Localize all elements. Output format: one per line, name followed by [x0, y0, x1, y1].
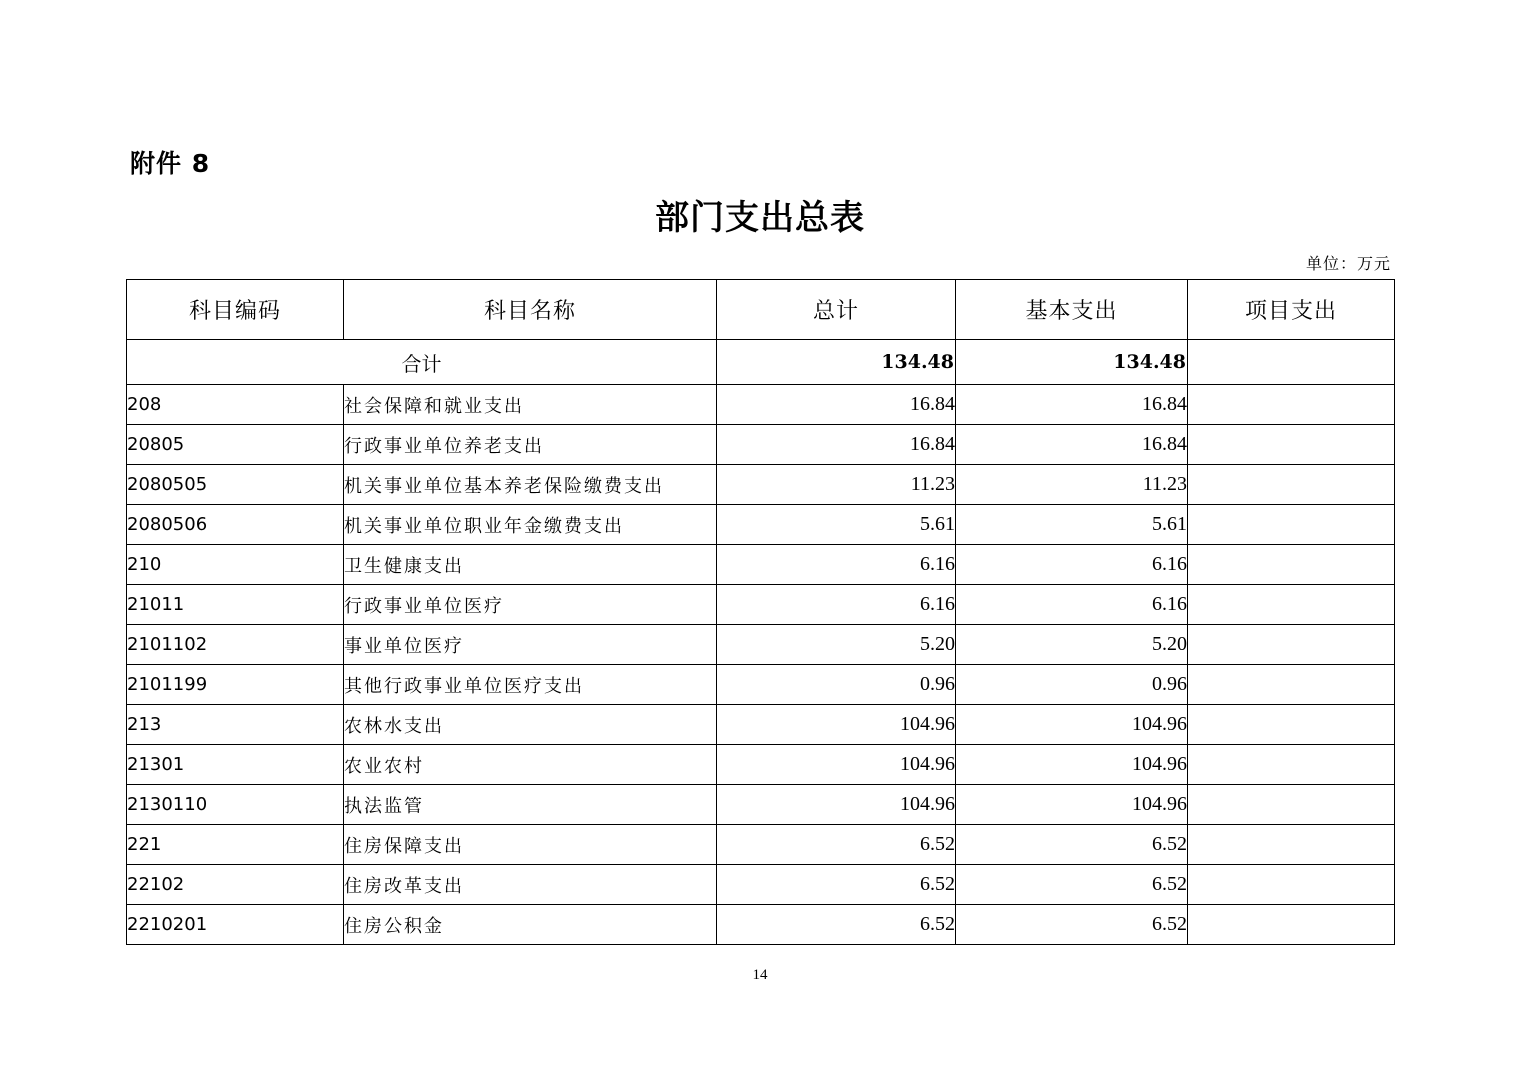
row-name: 住房改革支出 [344, 865, 717, 905]
table-header-row [127, 280, 1395, 340]
attachment-label: 附件 8 [130, 149, 211, 178]
row-name: 住房保障支出 [344, 825, 717, 865]
row-name: 社会保障和就业支出 [344, 385, 717, 425]
row-basic: 16.84 [956, 425, 1188, 465]
row-name: 其他行政事业单位医疗支出 [344, 665, 717, 705]
row-project [1188, 825, 1395, 865]
total-basic: 134.48 [956, 340, 1188, 385]
row-code: 210 [127, 545, 344, 585]
table-row [127, 625, 1395, 665]
row-code: 208 [127, 385, 344, 425]
header-project: 项目支出 [1188, 280, 1395, 340]
row-basic: 6.16 [956, 585, 1188, 625]
row-project [1188, 705, 1395, 745]
row-total: 5.20 [717, 625, 956, 665]
row-name: 事业单位医疗 [344, 625, 717, 665]
row-project [1188, 865, 1395, 905]
row-name: 执法监管 [344, 785, 717, 825]
row-code: 2080506 [127, 505, 344, 545]
table-row [127, 785, 1395, 825]
table-row [127, 825, 1395, 865]
header-basic: 基本支出 [956, 280, 1188, 340]
row-total: 6.16 [717, 545, 956, 585]
page-number: 14 [752, 967, 768, 983]
total-project [1188, 340, 1395, 385]
row-name: 行政事业单位医疗 [344, 585, 717, 625]
row-project [1188, 905, 1395, 945]
row-basic: 104.96 [956, 785, 1188, 825]
row-basic: 104.96 [956, 705, 1188, 745]
table-row [127, 585, 1395, 625]
page-title: 部门支出总表 [655, 198, 865, 238]
table-row [127, 865, 1395, 905]
row-basic: 6.16 [956, 545, 1188, 585]
row-code: 213 [127, 705, 344, 745]
row-basic: 0.96 [956, 665, 1188, 705]
row-name: 卫生健康支出 [344, 545, 717, 585]
row-name: 机关事业单位职业年金缴费支出 [344, 505, 717, 545]
row-total: 104.96 [717, 705, 956, 745]
row-total: 104.96 [717, 785, 956, 825]
row-project [1188, 785, 1395, 825]
row-basic: 6.52 [956, 865, 1188, 905]
row-project [1188, 505, 1395, 545]
table-row [127, 545, 1395, 585]
row-code: 221 [127, 825, 344, 865]
expenditure-table [126, 279, 1395, 945]
row-total: 6.16 [717, 585, 956, 625]
row-name: 农业农村 [344, 745, 717, 785]
row-code: 2101102 [127, 625, 344, 665]
row-total: 11.23 [717, 465, 956, 505]
row-code: 2080505 [127, 465, 344, 505]
row-project [1188, 465, 1395, 505]
row-code: 2130110 [127, 785, 344, 825]
row-project [1188, 585, 1395, 625]
row-total: 104.96 [717, 745, 956, 785]
row-project [1188, 745, 1395, 785]
total-label: 合计 [127, 340, 717, 385]
table-row [127, 705, 1395, 745]
header-total: 总计 [717, 280, 956, 340]
table-row [127, 425, 1395, 465]
row-code: 21011 [127, 585, 344, 625]
row-name: 机关事业单位基本养老保险缴费支出 [344, 465, 717, 505]
header-code: 科目编码 [127, 280, 344, 340]
row-basic: 104.96 [956, 745, 1188, 785]
row-total: 16.84 [717, 385, 956, 425]
table-row [127, 505, 1395, 545]
row-code: 2210201 [127, 905, 344, 945]
row-code: 2101199 [127, 665, 344, 705]
row-total: 16.84 [717, 425, 956, 465]
row-code: 22102 [127, 865, 344, 905]
table-row [127, 465, 1395, 505]
unit-label: 单位：万元 [1305, 254, 1391, 273]
row-basic: 6.52 [956, 905, 1188, 945]
total-row [127, 340, 1395, 385]
row-total: 6.52 [717, 905, 956, 945]
row-total: 6.52 [717, 825, 956, 865]
row-name: 住房公积金 [344, 905, 717, 945]
table-row [127, 745, 1395, 785]
row-project [1188, 545, 1395, 585]
row-project [1188, 665, 1395, 705]
row-name: 农林水支出 [344, 705, 717, 745]
row-project [1188, 385, 1395, 425]
row-basic: 6.52 [956, 825, 1188, 865]
row-project [1188, 625, 1395, 665]
row-code: 20805 [127, 425, 344, 465]
row-code: 21301 [127, 745, 344, 785]
table-row [127, 665, 1395, 705]
row-name: 行政事业单位养老支出 [344, 425, 717, 465]
row-total: 5.61 [717, 505, 956, 545]
row-project [1188, 425, 1395, 465]
total-amount: 134.48 [717, 340, 956, 385]
row-total: 6.52 [717, 865, 956, 905]
table-row [127, 385, 1395, 425]
row-basic: 5.20 [956, 625, 1188, 665]
row-basic: 5.61 [956, 505, 1188, 545]
row-total: 0.96 [717, 665, 956, 705]
row-basic: 11.23 [956, 465, 1188, 505]
table-row [127, 905, 1395, 945]
row-basic: 16.84 [956, 385, 1188, 425]
header-name: 科目名称 [344, 280, 717, 340]
